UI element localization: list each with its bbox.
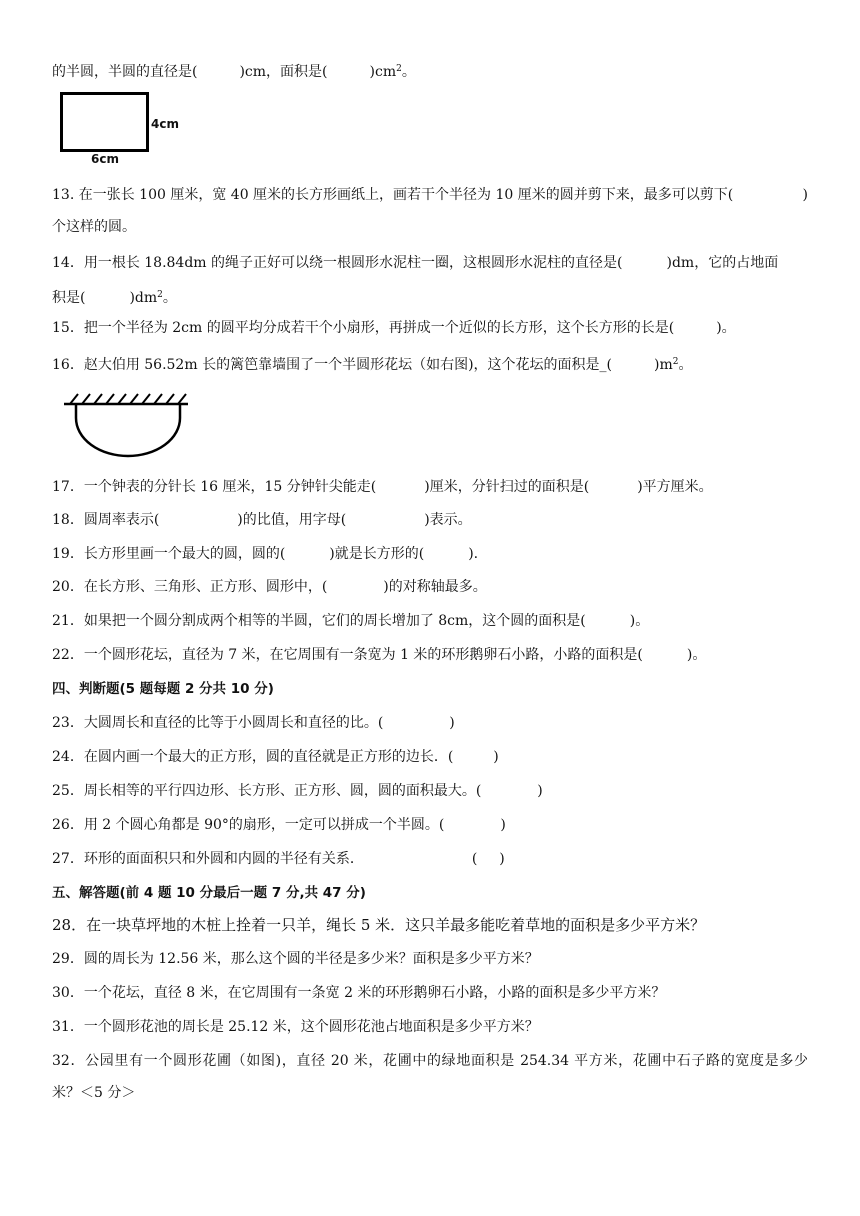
section-5-heading: 五、解答题(前 4 题 10 分最后一题 7 分,共 47 分) [52,885,366,901]
question-17: 17．一个钟表的分针长 16 厘米，15 分钟针尖能走( )厘米，分针扫过的面积是( )平方厘米。 [52,479,713,495]
question-12-continuation: 的半圆，半圆的直径是( )cm，面积是( )$cm^2$。 [52,64,416,80]
question-29: 29．圆的周长为 12.56 米，那么这个圆的半径是多少米？面积是多少平方米？ [52,951,539,967]
semicircle-flowerbed-figure [62,392,192,462]
question-30: 30．一个花坛，直径 8 米，在它周围有一条宽 2 米的环形鹅卵石小路，小路的面积是多少平方米？ [52,985,666,1001]
question-23: 23．大圆周长和直径的比等于小圆周长和直径的比。( ) [52,715,455,731]
section-4-heading: 四、判断题(5 题每题 2 分共 10 分) [52,681,274,697]
question-19: 19．长方形里画一个最大的圆，圆的( )就是长方形的( ). [52,546,479,562]
question-15: 15．把一个半径为 2cm 的圆平均分成若干个小扇形，再拼成一个近似的长方形，这个长方形的长是( )。 [52,320,736,336]
rectangle-shape [60,92,150,154]
question-32-line2: 米？＜5 分＞ [52,1085,136,1101]
question-25: 25．周长相等的平行四边形、长方形、正方形、圆，圆的面积最大。( ) [52,783,543,799]
question-13: 13. 在一张长 100 厘米，宽 40 厘米的长方形画纸上，画若干个半径为 10 厘米的圆并剪下来，最多可以剪下( ) [52,187,808,203]
question-14: 14．用一根长 18.84dm 的绳子正好可以绕一根圆形水泥柱一圈，这根圆形水泥柱的直径是( )dm，它的占地面 [52,255,779,271]
rectangle-height-label: 4cm [151,117,179,131]
question-24: 24．在圆内画一个最大的正方形，圆的直径就是正方形的边长．( ) [52,749,499,765]
question-14-line2: 积是( )$dm^2$。 [52,290,177,306]
question-20: 20．在长方形、三角形、正方形、圆形中，( )的对称轴最多。 [52,579,487,595]
question-28: 28．在一块草坪地的木桩上拴着一只羊，绳长 5 米．这只羊最多能吃着草地的面积是多少平方米？ [52,916,706,934]
question-31: 31．一个圆形花池的周长是 25.12 米，这个圆形花池占地面积是多少平方米？ [52,1019,539,1035]
question-26: 26．用 2 个圆心角都是 90°的扇形，一定可以拼成一个半圆。( ) [52,817,506,833]
question-27: 27．环形的面面积只和外圆和内圆的半径有关系． ( ) [52,851,505,867]
rectangle-figure [60,92,190,172]
rectangle-width-label: 6cm [91,152,119,166]
question-21: 21．如果把一个圆分割成两个相等的半圆，它们的周长增加了 8cm，这个圆的面积是( )。 [52,613,650,629]
question-18: 18．圆周率表示( )的比值，用字母( )表示。 [52,512,472,528]
question-13-line2: 个这样的圆。 [52,219,136,235]
question-22: 22．一个圆形花坛，直径为 7 米，在它周围有一条宽为 1 米的环形鹅卵石小路，小路的面积是( )。 [52,647,707,663]
question-32: 32．公园里有一个圆形花圃（如图)，直径 20 米，花圃中的绿地面积是 254.34 平方米，花圃中石子路的宽度是多少 [52,1053,808,1069]
question-16: 16．赵大伯用 56.52m 长的篱笆靠墙围了一个半圆形花坛（如右图)，这个花坛的面积是_( )$m^2$。 [52,357,693,373]
